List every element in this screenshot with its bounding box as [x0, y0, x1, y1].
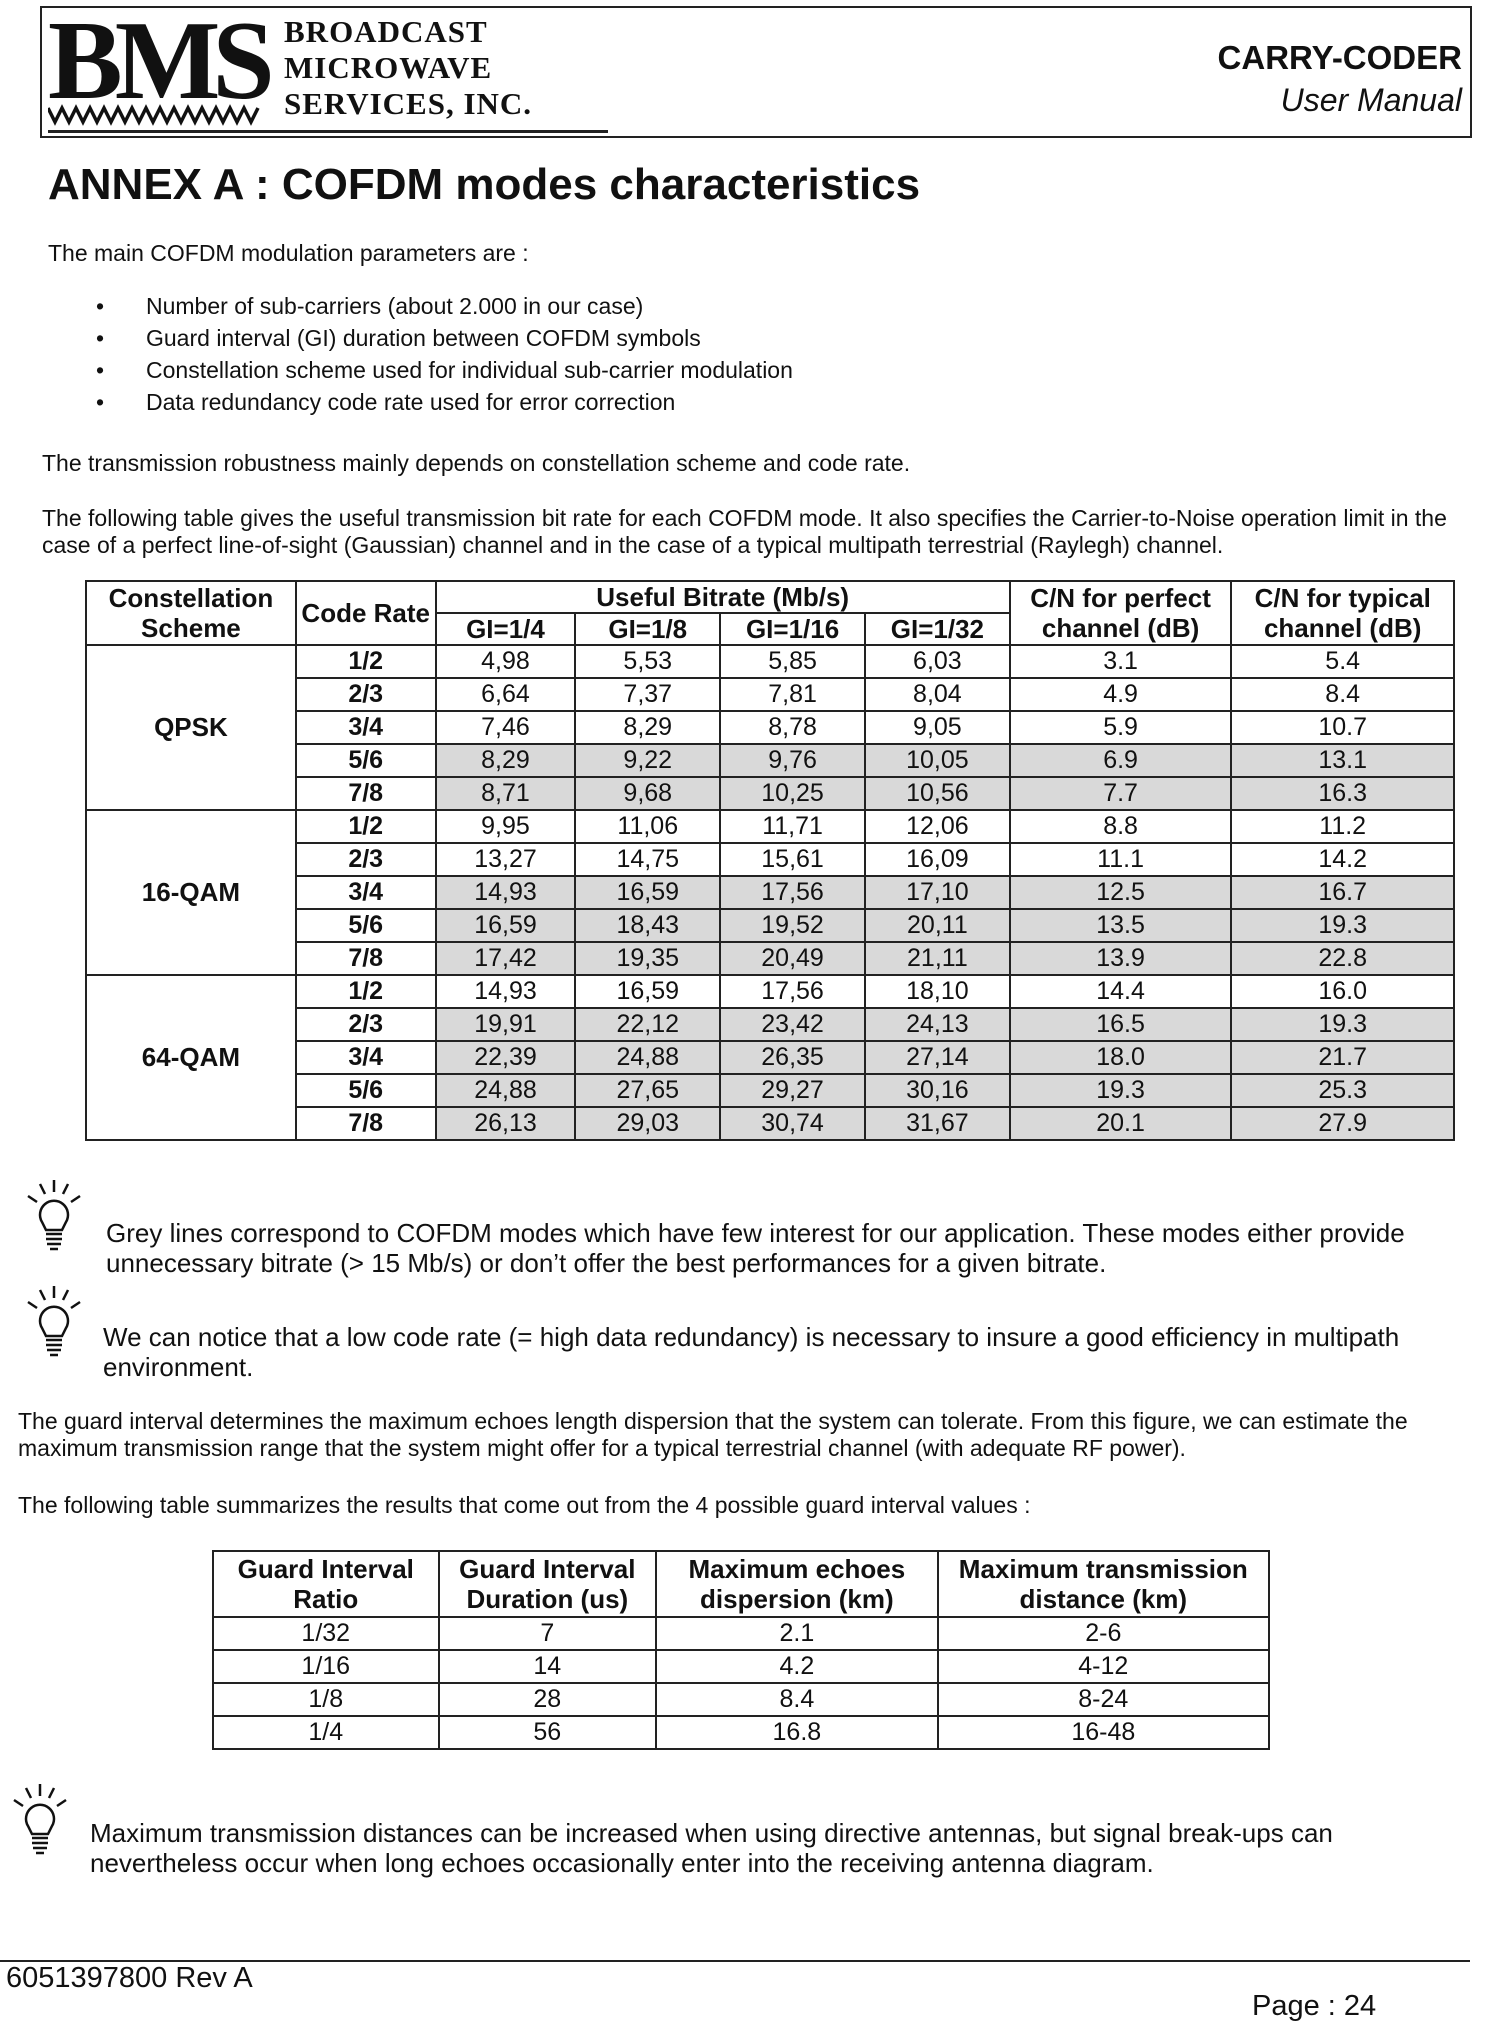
- cell-max-distance: 4-12: [938, 1650, 1269, 1683]
- cell-max-echoes: 16.8: [656, 1716, 937, 1749]
- cell-gi-1-32: 6,03: [865, 645, 1010, 678]
- document-name: CARRY-CODER: [1217, 39, 1462, 76]
- document-number: 6051397800 Rev A: [6, 1962, 253, 1994]
- cell-gi-1-8: 9,68: [575, 777, 720, 810]
- cell-gi-1-4: 13,27: [436, 843, 576, 876]
- cell-cn-typical: 16.0: [1231, 975, 1454, 1008]
- table-intro-paragraph: The following table gives the useful transmission bit rate for each COFDM mode. It also specifies the Carrier-to-Noise operation limit in the case of a perfect line-of-sight (Gaussian) channel and in the case of a typical multipath terrestrial (Raylegh) channel.: [42, 505, 1447, 558]
- document-title-block: [1218, 36, 1462, 120]
- cell-gi-1-8: 18,43: [575, 909, 720, 942]
- header-useful-bitrate: Useful Bitrate (Mb/s): [436, 581, 1010, 613]
- scheme-qpsk: QPSK: [86, 645, 296, 810]
- cell-cn-typical: 16.7: [1231, 876, 1454, 909]
- cell-cn-perfect: 5.9: [1010, 711, 1232, 744]
- table-row: [213, 1683, 1269, 1716]
- cell-cn-perfect: 4.9: [1010, 678, 1232, 711]
- header-cn-perfect: C/N for perfect channel (dB): [1010, 581, 1232, 645]
- cell-cn-typical: 5.4: [1231, 645, 1454, 678]
- cell-cn-typical: 21.7: [1231, 1041, 1454, 1074]
- cell-rate: 7/8: [296, 1107, 436, 1140]
- cell-max-distance: 16-48: [938, 1716, 1269, 1749]
- page-title: ANNEX A : COFDM modes characteristics: [48, 160, 921, 209]
- cell-gi-1-8: 9,22: [575, 744, 720, 777]
- cell-gi-ratio: 1/8: [213, 1683, 439, 1716]
- cell-max-echoes: 4.2: [656, 1650, 937, 1683]
- cell-cn-typical: 8.4: [1231, 678, 1454, 711]
- cell-gi-1-32: 18,10: [865, 975, 1010, 1008]
- company-line-3: SERVICES, INC.: [284, 86, 533, 121]
- cell-rate: 5/6: [296, 909, 436, 942]
- cell-cn-perfect: 14.4: [1010, 975, 1232, 1008]
- robustness-paragraph: The transmission robustness mainly depends on constellation scheme and code rate.: [42, 450, 911, 476]
- cell-cn-perfect: 18.0: [1010, 1041, 1232, 1074]
- header-cn-typical: C/N for typical channel (dB): [1231, 581, 1454, 645]
- cell-max-echoes: 2.1: [656, 1617, 937, 1650]
- table-row: [86, 975, 1454, 1008]
- cell-cn-perfect: 8.8: [1010, 810, 1232, 843]
- cell-gi-1-16: 30,74: [720, 1107, 865, 1140]
- cell-gi-1-16: 26,35: [720, 1041, 865, 1074]
- cell-gi-1-8: 16,59: [575, 975, 720, 1008]
- cell-cn-typical: 14.2: [1231, 843, 1454, 876]
- cell-cn-typical: 27.9: [1231, 1107, 1454, 1140]
- cell-gi-1-16: 23,42: [720, 1008, 865, 1041]
- cell-gi-1-16: 20,49: [720, 942, 865, 975]
- list-item: • Number of sub-carriers (about 2.000 in our case): [96, 290, 793, 322]
- cell-gi-1-4: 26,13: [436, 1107, 576, 1140]
- cell-gi-1-16: 10,25: [720, 777, 865, 810]
- cell-rate: 7/8: [296, 777, 436, 810]
- cell-gi-1-4: 22,39: [436, 1041, 576, 1074]
- cell-gi-1-32: 24,13: [865, 1008, 1010, 1041]
- cell-max-distance: 8-24: [938, 1683, 1269, 1716]
- cell-gi-1-32: 17,10: [865, 876, 1010, 909]
- cell-gi-1-8: 22,12: [575, 1008, 720, 1041]
- page-header: [40, 0, 1472, 138]
- logo-wave-icon: [48, 104, 263, 126]
- cell-cn-perfect: 11.1: [1010, 843, 1232, 876]
- cell-gi-1-8: 14,75: [575, 843, 720, 876]
- cell-gi-1-8: 19,35: [575, 942, 720, 975]
- cell-cn-perfect: 16.5: [1010, 1008, 1232, 1041]
- cell-gi-1-4: 17,42: [436, 942, 576, 975]
- cell-gi-1-8: 5,53: [575, 645, 720, 678]
- summary-paragraph: The following table summarizes the results that come out from the 4 possible guard interval values :: [18, 1492, 1031, 1518]
- company-line-1: BROADCAST: [284, 14, 488, 49]
- cell-cn-typical: 19.3: [1231, 1008, 1454, 1041]
- cell-gi-ratio: 1/32: [213, 1617, 439, 1650]
- cell-gi-duration: 7: [439, 1617, 657, 1650]
- cell-gi-ratio: 1/16: [213, 1650, 439, 1683]
- cell-cn-perfect: 12.5: [1010, 876, 1232, 909]
- cell-gi-1-4: 4,98: [436, 645, 576, 678]
- cell-gi-1-32: 9,05: [865, 711, 1010, 744]
- cell-gi-1-4: 24,88: [436, 1074, 576, 1107]
- header-code-rate: Code Rate: [296, 581, 436, 645]
- cell-rate: 1/2: [296, 810, 436, 843]
- cell-gi-1-16: 17,56: [720, 975, 865, 1008]
- cell-gi-1-16: 11,71: [720, 810, 865, 843]
- lightbulb-icon: [22, 1178, 86, 1258]
- intro-paragraph: The main COFDM modulation parameters are :: [48, 240, 529, 266]
- cell-cn-typical: 19.3: [1231, 909, 1454, 942]
- list-item: • Constellation scheme used for individual sub-carrier modulation: [96, 354, 793, 386]
- cell-cn-typical: 11.2: [1231, 810, 1454, 843]
- cell-gi-1-4: 6,64: [436, 678, 576, 711]
- header-max-echoes: Maximum echoes dispersion (km): [656, 1551, 937, 1617]
- header-gi-1-32: GI=1/32: [865, 613, 1010, 645]
- cell-gi-1-8: 29,03: [575, 1107, 720, 1140]
- cell-cn-perfect: 13.9: [1010, 942, 1232, 975]
- cell-cn-typical: 16.3: [1231, 777, 1454, 810]
- cell-gi-1-4: 14,93: [436, 975, 576, 1008]
- cell-gi-1-32: 16,09: [865, 843, 1010, 876]
- company-logo: [48, 0, 608, 133]
- cell-gi-1-4: 14,93: [436, 876, 576, 909]
- cell-rate: 2/3: [296, 678, 436, 711]
- cell-gi-1-8: 27,65: [575, 1074, 720, 1107]
- cell-gi-duration: 28: [439, 1683, 657, 1716]
- parameter-list: [96, 290, 793, 418]
- lightbulb-icon: [22, 1284, 86, 1364]
- cell-gi-1-32: 27,14: [865, 1041, 1010, 1074]
- cell-max-distance: 2-6: [938, 1617, 1269, 1650]
- cell-gi-1-32: 30,16: [865, 1074, 1010, 1107]
- cell-gi-1-16: 8,78: [720, 711, 865, 744]
- scheme-16qam: 16-QAM: [86, 810, 296, 975]
- note-grey-lines: Grey lines correspond to COFDM modes which have few interest for our application. These modes either provide unnecessary bitrate (> 15 Mb/s) or don’t offer the best performances for a given bitrate.: [106, 1218, 1405, 1278]
- lightbulb-icon: [8, 1782, 72, 1862]
- table-row: [86, 645, 1454, 678]
- cell-gi-1-4: 8,71: [436, 777, 576, 810]
- cell-gi-1-8: 7,37: [575, 678, 720, 711]
- logo-letters: BMS: [48, 0, 267, 123]
- cofdm-modes-table: [85, 580, 1455, 1141]
- cell-rate: 1/2: [296, 645, 436, 678]
- cell-rate: 7/8: [296, 942, 436, 975]
- cell-gi-duration: 56: [439, 1716, 657, 1749]
- cell-gi-1-16: 15,61: [720, 843, 865, 876]
- cell-rate: 1/2: [296, 975, 436, 1008]
- cell-cn-perfect: 7.7: [1010, 777, 1232, 810]
- cell-gi-1-16: 7,81: [720, 678, 865, 711]
- header-gi-1-8: GI=1/8: [575, 613, 720, 645]
- company-line-2: MICROWAVE: [284, 50, 493, 85]
- cell-gi-1-32: 10,56: [865, 777, 1010, 810]
- cell-rate: 2/3: [296, 843, 436, 876]
- cell-gi-1-8: 11,06: [575, 810, 720, 843]
- cell-gi-1-8: 16,59: [575, 876, 720, 909]
- cell-cn-typical: 25.3: [1231, 1074, 1454, 1107]
- cell-cn-typical: 13.1: [1231, 744, 1454, 777]
- cell-cn-perfect: 6.9: [1010, 744, 1232, 777]
- cell-gi-1-32: 10,05: [865, 744, 1010, 777]
- guard-interval-table: [212, 1550, 1270, 1750]
- cell-gi-1-16: 9,76: [720, 744, 865, 777]
- table-header-row: [213, 1551, 1269, 1617]
- cell-gi-duration: 14: [439, 1650, 657, 1683]
- page-number: Page : 24: [1252, 1990, 1377, 2022]
- table-row: [86, 810, 1454, 843]
- table-row: [213, 1716, 1269, 1749]
- cell-gi-1-4: 7,46: [436, 711, 576, 744]
- note-low-code-rate: We can notice that a low code rate (= high data redundancy) is necessary to insure a good efficiency in multipath environment.: [103, 1322, 1400, 1382]
- table-row: [213, 1617, 1269, 1650]
- header-gi-1-16: GI=1/16: [720, 613, 865, 645]
- header-gi-duration: Guard Interval Duration (us): [439, 1551, 657, 1617]
- cell-rate: 3/4: [296, 711, 436, 744]
- cell-gi-1-16: 5,85: [720, 645, 865, 678]
- document-subtitle: User Manual: [1280, 82, 1462, 118]
- cell-cn-perfect: 19.3: [1010, 1074, 1232, 1107]
- cell-rate: 5/6: [296, 744, 436, 777]
- cell-gi-1-8: 8,29: [575, 711, 720, 744]
- scheme-64qam: 64-QAM: [86, 975, 296, 1140]
- cell-gi-1-16: 19,52: [720, 909, 865, 942]
- header-gi-1-4: GI=1/4: [436, 613, 576, 645]
- list-item: • Data redundancy code rate used for error correction: [96, 386, 793, 418]
- cell-gi-1-32: 21,11: [865, 942, 1010, 975]
- table-row: [213, 1650, 1269, 1683]
- cell-gi-1-32: 8,04: [865, 678, 1010, 711]
- table-header-row: [86, 581, 1454, 613]
- list-item: • Guard interval (GI) duration between COFDM symbols: [96, 322, 793, 354]
- guard-interval-paragraph: The guard interval determines the maximum echoes length dispersion that the system can tolerate. From this figure, we can estimate the maximum transmission range that the system might offer for a typical terrestrial channel (with adequate RF power).: [18, 1408, 1408, 1461]
- cell-gi-1-4: 16,59: [436, 909, 576, 942]
- cell-gi-1-16: 29,27: [720, 1074, 865, 1107]
- cell-cn-typical: 10.7: [1231, 711, 1454, 744]
- cell-rate: 5/6: [296, 1074, 436, 1107]
- cell-rate: 3/4: [296, 1041, 436, 1074]
- cell-cn-perfect: 13.5: [1010, 909, 1232, 942]
- company-name: [284, 14, 532, 122]
- cell-gi-1-8: 24,88: [575, 1041, 720, 1074]
- note-antennas: Maximum transmission distances can be increased when using directive antennas, but signal break-ups can nevertheless occur when long echoes occasionally enter into the receiving antenna diagram.: [90, 1818, 1333, 1878]
- cell-rate: 3/4: [296, 876, 436, 909]
- cell-cn-perfect: 3.1: [1010, 645, 1232, 678]
- cell-gi-1-4: 9,95: [436, 810, 576, 843]
- cell-gi-1-32: 12,06: [865, 810, 1010, 843]
- cell-gi-1-4: 19,91: [436, 1008, 576, 1041]
- cell-gi-ratio: 1/4: [213, 1716, 439, 1749]
- cell-gi-1-32: 20,11: [865, 909, 1010, 942]
- cell-gi-1-4: 8,29: [436, 744, 576, 777]
- header-gi-ratio: Guard Interval Ratio: [213, 1551, 439, 1617]
- cell-cn-typical: 22.8: [1231, 942, 1454, 975]
- header-max-distance: Maximum transmission distance (km): [938, 1551, 1269, 1617]
- cell-max-echoes: 8.4: [656, 1683, 937, 1716]
- cell-rate: 2/3: [296, 1008, 436, 1041]
- header-constellation-scheme: Constellation Scheme: [86, 581, 296, 645]
- cell-gi-1-16: 17,56: [720, 876, 865, 909]
- cell-cn-perfect: 20.1: [1010, 1107, 1232, 1140]
- cell-gi-1-32: 31,67: [865, 1107, 1010, 1140]
